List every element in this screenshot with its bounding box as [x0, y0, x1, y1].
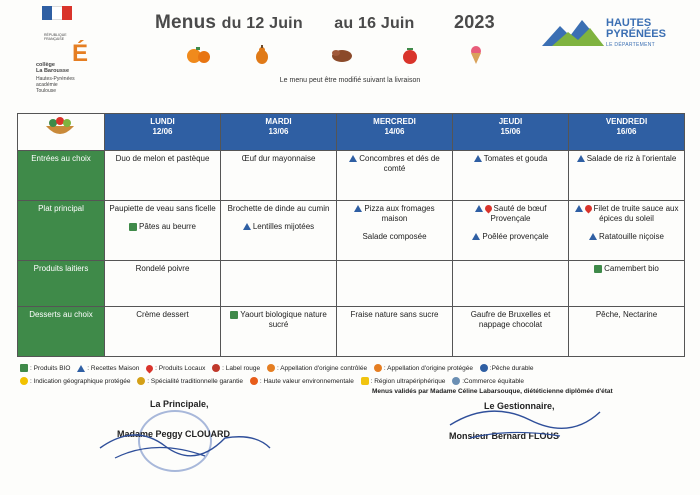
menu-cell	[453, 201, 569, 261]
menu-cell	[221, 307, 337, 357]
dish-main-wrap	[341, 204, 448, 224]
tomato-icon	[403, 48, 417, 64]
category-desserts: Desserts au choix	[18, 307, 105, 357]
bio-icon	[129, 223, 137, 231]
legend-text: :Commerce équitable	[462, 378, 525, 385]
day-date: 16/06	[616, 127, 637, 136]
menu-cell	[337, 261, 453, 307]
dish: Crème dessert	[136, 310, 189, 319]
legend-text: : Label rouge	[222, 365, 261, 372]
region-ultraperipherique-icon	[361, 377, 369, 385]
menu-cell	[105, 307, 221, 357]
menu-cell	[453, 261, 569, 307]
legend-aop	[374, 362, 473, 375]
row-entrees	[18, 151, 685, 201]
menu-cell	[453, 307, 569, 357]
pear-icon	[256, 45, 268, 64]
day-name: VENDREDI	[605, 117, 648, 126]
dish-side-wrap	[457, 232, 564, 242]
legend-equi	[452, 375, 524, 388]
label-rouge-icon	[212, 364, 220, 372]
manager-name: Monsieur Bernard FLOUS	[449, 431, 560, 441]
menu-cell	[569, 307, 685, 357]
college-subtitle: Hautes-Pyrénées académie Toulouse	[36, 76, 75, 94]
recette-maison-icon	[577, 155, 585, 162]
legend-maison	[77, 362, 139, 375]
dish: Œuf dur mayonnaise	[241, 154, 316, 163]
dish-side: Ratatouille niçoise	[599, 232, 664, 241]
dish: Salade de riz à l'orientale	[586, 154, 677, 163]
title-menus: Menus	[155, 12, 217, 33]
dish-side: Salade composée	[362, 232, 427, 241]
legend-text: : Appellation d'origine protégée	[383, 365, 473, 372]
recette-maison-icon	[474, 155, 482, 162]
dish-side: Poêlée provençale	[482, 232, 549, 241]
manager-role: Le Gestionnaire,	[484, 401, 555, 411]
menu-notice: Le menu peut être modifié suivant la livraison	[279, 77, 421, 84]
title-from: du 12 Juin	[221, 15, 303, 32]
legend-text: : Appellation d'origine contrôlée	[276, 365, 368, 372]
menu-cell	[105, 201, 221, 261]
recette-maison-icon	[354, 205, 362, 212]
orange-icon	[187, 47, 210, 63]
recette-maison-icon	[575, 205, 583, 212]
recette-maison-icon	[243, 223, 251, 230]
legend-aoc	[267, 362, 367, 375]
days-header-row	[18, 114, 685, 151]
day-name: MARDI	[265, 117, 292, 126]
bio-icon	[594, 265, 602, 273]
category-plat: Plat principal	[18, 201, 105, 261]
legend	[20, 362, 680, 388]
dish-main: Sauté de bœuf Provençale	[490, 204, 547, 223]
menu-cell	[569, 151, 685, 201]
dish: Camembert bio	[604, 264, 659, 273]
legend-igp	[20, 375, 130, 388]
row-desserts	[18, 307, 685, 357]
commerce-equitable-icon	[452, 377, 460, 385]
legend-bio	[20, 362, 70, 375]
day-date: 14/06	[384, 127, 405, 136]
dish: Rondelé poivre	[135, 264, 190, 273]
recette-maison-icon	[589, 233, 597, 240]
legend-text: : Produits Locaux	[155, 365, 206, 372]
menu-cell	[105, 261, 221, 307]
recette-maison-icon	[77, 365, 85, 372]
dish-main: Brochette de dinde au cumin	[227, 204, 330, 213]
title-to: au 16 Juin	[334, 15, 415, 32]
igp-icon	[20, 377, 28, 385]
roast-chicken-icon	[332, 50, 352, 62]
svg-text:É: É	[72, 40, 89, 62]
dish-side: Pâtes au beurre	[139, 222, 196, 231]
dish: Fraise nature sans sucre	[350, 310, 439, 319]
menu-cell	[221, 261, 337, 307]
dish: Gaufre de Bruxelles et nappage chocolat	[470, 310, 551, 329]
dish: Yaourt biologique nature sucré	[240, 310, 327, 329]
recette-maison-icon	[472, 233, 480, 240]
page-title	[155, 12, 495, 34]
bio-icon	[230, 311, 238, 319]
menu-cell	[221, 201, 337, 261]
dish: Concombres et dés de comté	[359, 154, 440, 173]
recette-maison-icon	[349, 155, 357, 162]
department-line1: HAUTES	[606, 17, 652, 29]
category-laitiers: Produits laitiers	[18, 261, 105, 307]
recette-maison-icon	[475, 205, 483, 212]
menu-cell	[221, 151, 337, 201]
day-name: JEUDI	[498, 117, 523, 126]
legend-text: : Produits BIO	[30, 365, 71, 372]
menu-cell	[105, 151, 221, 201]
day-date: 13/06	[268, 127, 289, 136]
day-date: 15/06	[500, 127, 521, 136]
day-header-thursday	[453, 114, 569, 151]
legend-hve	[250, 375, 354, 388]
legend-stg	[137, 375, 243, 388]
produit-local-icon	[483, 204, 493, 214]
category-entrees: Entrées au choix	[18, 151, 105, 201]
ice-cream-icon	[471, 46, 481, 64]
menu-cell	[569, 261, 685, 307]
stg-icon	[137, 377, 145, 385]
food-icons	[180, 44, 490, 66]
legend-peche	[480, 362, 534, 375]
republic-logo	[42, 6, 72, 30]
manager-signature	[440, 400, 610, 455]
legend-local	[146, 362, 205, 375]
legend-text: : Haute valeur environnementale	[259, 378, 354, 385]
day-header-friday	[569, 114, 685, 151]
principal-role: La Principale,	[150, 399, 209, 409]
aop-icon	[374, 364, 382, 372]
menu-cell	[337, 151, 453, 201]
department-line3: LE DÉPARTEMENT	[606, 42, 656, 48]
day-name: MERCREDI	[373, 117, 416, 126]
peche-durable-icon	[480, 364, 488, 372]
bio-icon	[20, 364, 28, 372]
republic-text: RÉPUBLIQUE FRANÇAISE	[44, 33, 67, 41]
menu-cell	[453, 151, 569, 201]
principal-signature	[95, 418, 275, 473]
menu-cell	[569, 201, 685, 261]
day-header-wednesday	[337, 114, 453, 151]
validation-note: Menus validés par Madame Céline Labarsouque, diététicienne diplômée d'état	[372, 388, 613, 395]
dish-main-wrap	[457, 204, 564, 224]
dish-main-wrap	[573, 204, 680, 224]
day-name: LUNDI	[150, 117, 175, 126]
dish-main: Filet de truite sauce aux épices du soleil	[593, 204, 679, 223]
dish: Duo de melon et pastèque	[115, 154, 210, 163]
dish-main: Pizza aux fromages maison	[364, 204, 435, 223]
department-logo-mountains	[542, 18, 604, 53]
legend-text: : Recettes Maison	[87, 365, 140, 372]
day-date: 12/06	[152, 127, 173, 136]
legend-label	[212, 362, 260, 375]
row-plat	[18, 201, 685, 261]
legend-ultra	[361, 375, 446, 388]
dish-side-wrap	[225, 222, 332, 232]
hve-icon	[250, 377, 258, 385]
dish: Tomates et gouda	[483, 154, 548, 163]
dish: Pêche, Nectarine	[595, 310, 658, 319]
legend-text: : Région ultrapériphérique	[370, 378, 446, 385]
aoc-icon	[267, 364, 275, 372]
row-laitiers	[18, 261, 685, 307]
dish-main: Paupiette de veau sans ficelle	[109, 204, 216, 213]
dish-side-wrap	[573, 232, 680, 242]
legend-text: :Pêche durable	[489, 365, 534, 372]
empty-corner	[18, 114, 105, 151]
menu-cell	[337, 201, 453, 261]
college-title: collège La Barousse	[36, 62, 70, 74]
legend-text: : Indication géographique protégée	[30, 378, 131, 385]
dish-side-wrap	[109, 222, 216, 232]
department-line2: PYRÉNÉES	[606, 28, 666, 40]
legend-text: : Spécialité traditionnelle garantie	[147, 378, 244, 385]
department-name	[606, 18, 666, 51]
dish-side: Lentilles mijotées	[252, 222, 315, 231]
menu-cell	[337, 307, 453, 357]
day-header-tuesday	[221, 114, 337, 151]
produit-local-icon	[145, 363, 155, 373]
menu-table	[17, 113, 685, 357]
principal-name: Madame Peggy CLOUARD	[117, 429, 231, 439]
title-year: 2023	[454, 12, 495, 32]
day-header-monday	[105, 114, 221, 151]
produit-local-icon	[583, 204, 593, 214]
